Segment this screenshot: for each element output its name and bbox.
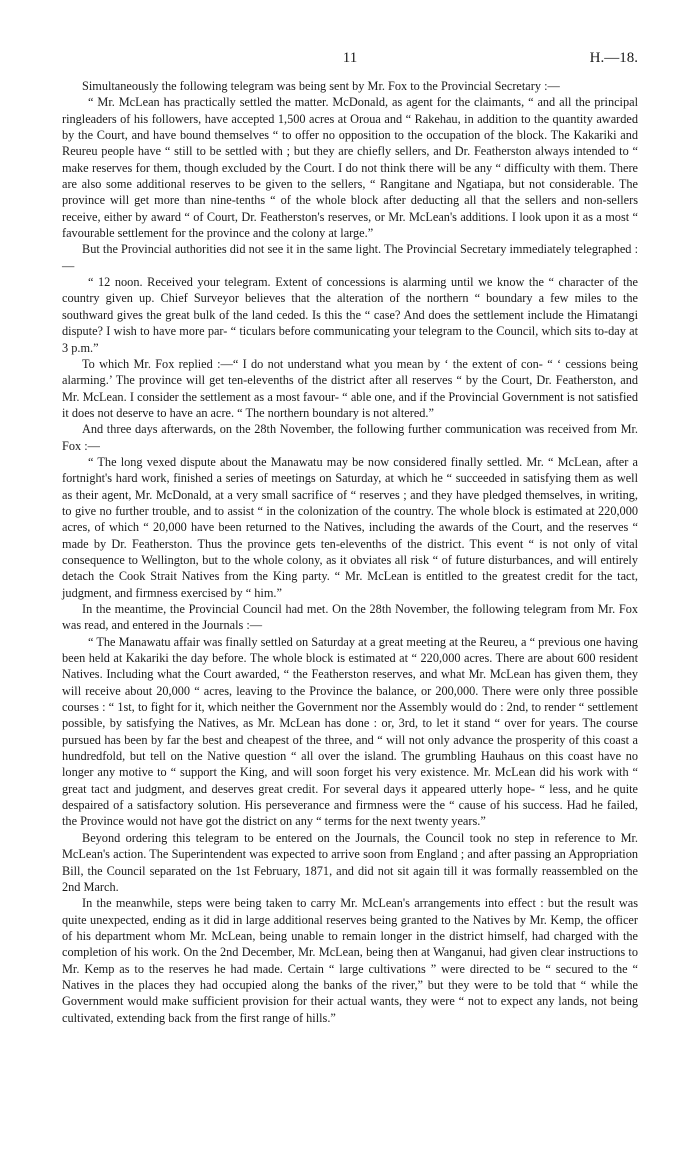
quoted-telegram: “ The long vexed dispute about the Manawatu may be now considered finally settled. Mr. “ McLean, after a fortnight's hard work, finished a series of meetings on Saturday, at which he “ succeeded in satisfying them as well as their agent, Mr. McDonald, at a very small sacrifice of “ reserves ; and they have pledged themselves, in writing, to give no further trouble, and to assist “ in the colonization of the country. The whole block is estimated at 220,000 acres, of which “ 20,000 have been returned to the Natives, including the awards of the Court, and the reserves “ made by Dr. Featherston. Thus the province gets ten-elevenths of the district. This event “ is not only of vital consequence to Wellington, but to the whole colony, as it obviates all risk “ of future disturbances, and will entirely detach the Cook Strait Natives from the King party. “ Mr. McLean is entitled to the greatest credit for the tact, judgment, and firmness exercised by “ him.” — [62, 454, 638, 600]
paragraph: To which Mr. Fox replied :—“ I do not understand what you mean by ‘ the extent of con- “ ‘ cessions being alarming.’ The province will get ten-elevenths of the district after all reserves “ by the Court, Dr. Featherston, and Mr. McLean. I consider the settlement as a most favour- “ able one, and if the Provincial Government is not satisfied it does not deserve to have an acre. “ The northern boundary is not altered.” — [62, 356, 638, 420]
paragraph: Beyond ordering this telegram to be entered on the Journals, the Council took no step in reference to Mr. McLean's action. The Superintendent was expected to arrive soon from England ; and after passing an Appropriation Bill, the Council separated on the 1st February, 1871, and did not sit again till it was formally reassembled on the 2nd March. — [62, 830, 638, 894]
paragraph: But the Provincial authorities did not see it in the same light. The Provincial Secretary immediately telegraphed :— — [62, 242, 638, 273]
paragraph: In the meanwhile, steps were being taken to carry Mr. McLean's arrangements into effect : but the result was quite unexpected, ending as it did in large additional reserves being granted to the Natives by Mr. Kemp, the officer of his department whom Mr. McLean, being unable to remain longer in the district himself, had charged with the completion of his work. On the 2nd December, Mr. McLean, being then at Wanganui, had given clear instructions to Mr. Kemp as to the reserves he had made. Certain “ large cultivations ” were directed to be “ secured to the “ Natives in the places they had occupied along the banks of the river,” but they were to be told that “ while the Government would make sufficient provision for their actual wants, they were “ not to expect any lands, not being cultivated, extending back from the first range of hills.” — [62, 896, 638, 1025]
document-reference: H.—18. — [589, 50, 638, 66]
quoted-telegram: “ The Manawatu affair was finally settled on Saturday at a great meeting at the Reureu, a “ previous one having been held at Kakariki the day before. The whole block is estimated at “ 220,000 acres. There are about 600 resident Natives. Including what the Court awarded, “ the Featherston reserves, and what Mr. McLean has given them, they will receive about 20,000 “ acres, leaving to the Province the balance, or 200,000. There were only three possible courses : “ 1st, to fight for it, which neither the Government nor the Assembly would do : 2nd, to render “ settlement possible, by satisfying the Natives, as Mr. McLean has done : or, 3rd, to let it stand “ over for years. The course pursued has been by far the best and cheapest of the three, and “ will not only advance the prosperity of this coast a hundredfold, but tell on the Native question “ all over the island. The grumbling Hauhaus on this coast have no longer any motive to “ support the King, and will soon forget his very existence. Mr. McLean did his work with “ great tact and judgment, and deserves great credit. For several days it appeared utterly hope- “ less, and he quite despaired of a satisfactory solution. His perseverance and firmness were the “ cause of his success. Had he failed, the Province would not have got the district on any “ terms for the next twenty years.” — [62, 634, 638, 829]
body-text — [62, 78, 638, 1026]
quoted-telegram: “ Mr. McLean has practically settled the matter. McDonald, as agent for the claimants, “ and all the principal ringleaders of his followers, have accepted 1,500 acres at Oroua and “ Rakehau, in addition to the quantity awarded by the Court, and have bound themselves “ to offer no opposition to the occupation of the block. The Kakariki and Reureu people have “ still to be settled with ; but they are chiefly sellers, and Dr. Featherston always intended to “ make reserves for them, though excluded by the Court. I do not think there will be any “ difficulty with them. There are also some additional reserves to be given to the sellers, “ Rangitane and Ngatiapa, but not considerable. The province will get more than nine-tenths “ of the whole block after deducting all that the sellers and non-sellers receive, either by award “ of Court, Dr. Featherston's reserves, or Mr. McLean's additions. I look upon it as a most “ favourable settlement for the province and the colony at large.” — [62, 95, 638, 241]
page-number: 11 — [342, 50, 358, 66]
paragraph: Simultaneously the following telegram was being sent by Mr. Fox to the Provincial Secretary :— — [82, 79, 560, 93]
quoted-telegram: “ 12 noon. Received your telegram. Extent of concessions is alarming until we know the “ character of the country given up. Chief Surveyor believes that the alteration of the northern “ boundary a few miles to the southward gives the great bulk of the land ceded. Is this the “ case? And does the settlement include the Himatangi dispute? I wish to have more par- “ ticulars before communicating your telegram to the Council, which sits to-day at 3 p.m.” — [62, 275, 638, 355]
page-header — [62, 50, 638, 78]
paragraph: And three days afterwards, on the 28th November, the following further communication was received from Mr. Fox :— — [62, 422, 638, 453]
paragraph: In the meantime, the Provincial Council had met. On the 28th November, the following telegram from Mr. Fox was read, and entered in the Journals :— — [62, 602, 638, 633]
